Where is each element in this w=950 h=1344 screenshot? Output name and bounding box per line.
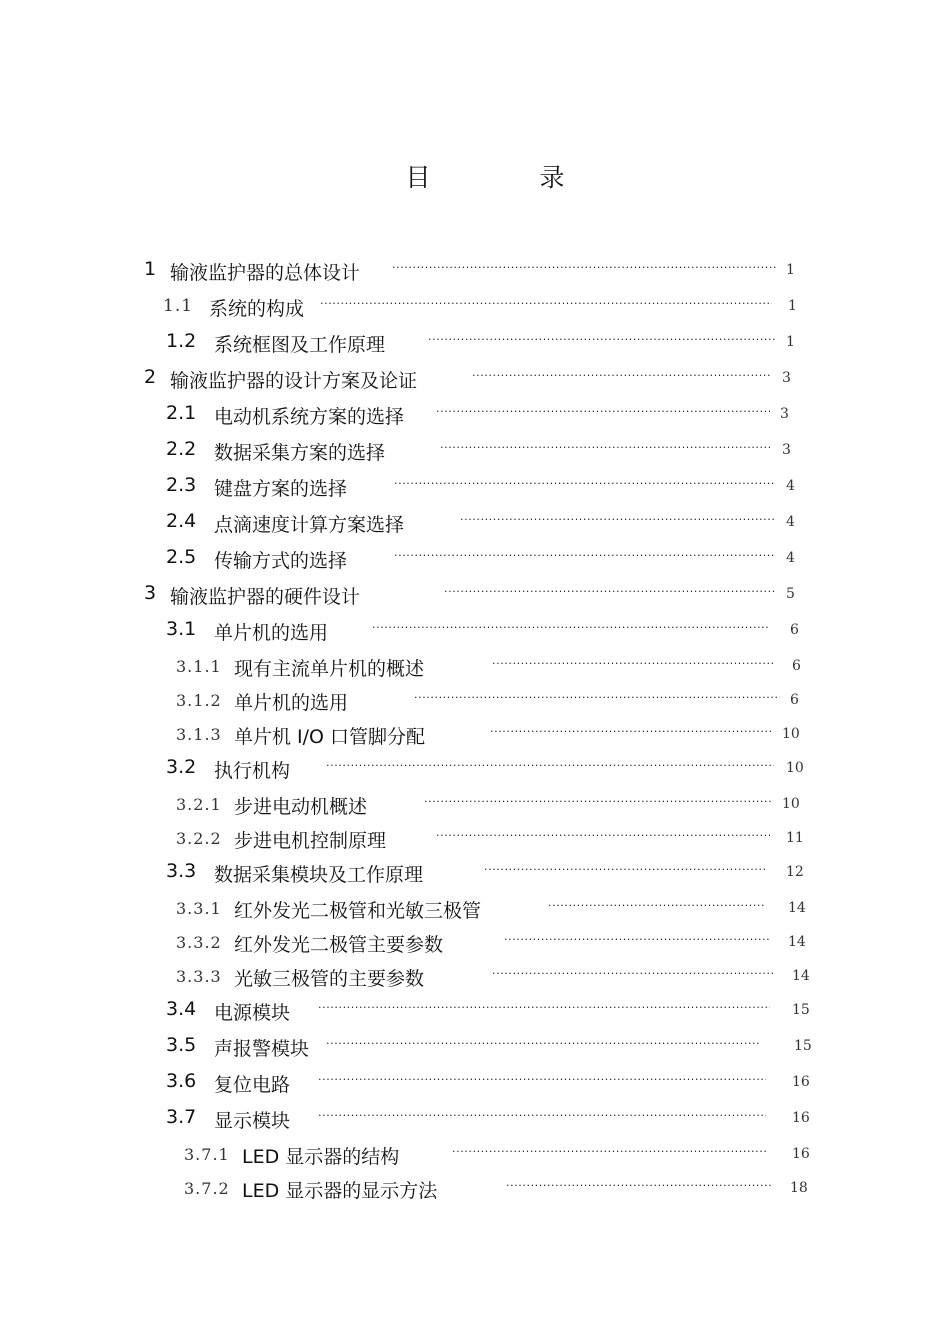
toc-entry-page: 14 bbox=[788, 900, 806, 916]
toc-entry-title: 键盘方案的选择 bbox=[214, 478, 348, 500]
toc-entry-title: 输液监护器的硬件设计 bbox=[170, 586, 361, 608]
toc-entry-number: 3.3.1 bbox=[176, 899, 222, 918]
toc-entry-title: 输液监护器的总体设计 bbox=[170, 262, 361, 284]
toc-entry[interactable] bbox=[0, 822, 950, 856]
toc-entry-title: LED 显示器的结构 bbox=[242, 1146, 400, 1168]
toc-entry-page: 6 bbox=[790, 622, 799, 638]
toc-entry[interactable] bbox=[0, 254, 950, 290]
toc-entry[interactable] bbox=[0, 926, 950, 960]
toc-entry-title: 传输方式的选择 bbox=[214, 550, 348, 572]
toc-entry-number: 3.2.1 bbox=[176, 795, 222, 814]
toc-entry-page: 10 bbox=[786, 760, 804, 776]
toc-entry-title: 电动机系统方案的选择 bbox=[214, 406, 405, 428]
toc-entry-number: 1.2 bbox=[166, 330, 197, 352]
toc-entry[interactable] bbox=[0, 470, 950, 506]
toc-entry-title: 输液监护器的设计方案及论证 bbox=[170, 370, 418, 392]
toc-entry-title: 红外发光二极管和光敏三极管 bbox=[234, 900, 482, 922]
toc-entry-title: 点滴速度计算方案选择 bbox=[214, 514, 405, 536]
toc-entry-number: 3.1.1 bbox=[176, 657, 222, 676]
toc-leader-dots bbox=[392, 264, 776, 272]
toc-leader-dots bbox=[548, 902, 764, 910]
toc-entry-page: 16 bbox=[792, 1110, 810, 1126]
toc-entry-title: 单片机 I/O 口管脚分配 bbox=[234, 726, 426, 748]
toc-leader-dots bbox=[326, 762, 774, 770]
toc-entry-number: 3.3.3 bbox=[176, 967, 222, 986]
toc-entry-title: 光敏三极管的主要参数 bbox=[234, 968, 425, 990]
toc-leader-dots bbox=[484, 866, 766, 874]
toc-entry[interactable] bbox=[0, 506, 950, 542]
toc-entry-number: 3.4 bbox=[166, 998, 197, 1020]
toc-leader-dots bbox=[394, 552, 776, 560]
toc-entry-number: 3.7 bbox=[166, 1106, 197, 1128]
toc-entry-title: 复位电路 bbox=[214, 1074, 291, 1096]
toc-entry-number: 3.5 bbox=[166, 1034, 197, 1056]
toc-entry[interactable] bbox=[0, 960, 950, 994]
toc-entry-page: 14 bbox=[788, 934, 806, 950]
toc-entry-page: 3 bbox=[780, 406, 789, 422]
toc-leader-dots bbox=[506, 1182, 772, 1190]
toc-leader-dots bbox=[436, 408, 770, 416]
toc-leader-dots bbox=[318, 1004, 770, 1012]
toc-entry-title: 执行机构 bbox=[214, 760, 291, 782]
toc-entry-page: 16 bbox=[792, 1146, 810, 1162]
toc-entry-title: 单片机的选用 bbox=[234, 692, 349, 714]
toc-entry-title: 数据采集方案的选择 bbox=[214, 442, 386, 464]
toc-entry-title: 步进电动机概述 bbox=[234, 796, 368, 818]
toc-leader-dots bbox=[492, 660, 774, 668]
toc-entry-page: 4 bbox=[786, 478, 795, 494]
toc-entry-title: 系统的构成 bbox=[209, 298, 305, 320]
toc-entry-page: 16 bbox=[792, 1074, 810, 1090]
toc-entry[interactable] bbox=[0, 1030, 950, 1066]
toc-entry[interactable] bbox=[0, 1138, 950, 1172]
toc-entry-title: 步进电机控制原理 bbox=[234, 830, 387, 852]
toc-entry-number: 2.3 bbox=[166, 474, 197, 496]
toc-entry-page: 1 bbox=[786, 262, 795, 278]
toc-entry-title: 数据采集模块及工作原理 bbox=[214, 864, 424, 886]
toc-entry-page: 11 bbox=[786, 830, 804, 846]
toc-entry[interactable] bbox=[0, 994, 950, 1030]
toc-leader-dots bbox=[440, 444, 770, 452]
toc-entry[interactable] bbox=[0, 650, 950, 684]
toc-entry-number: 2 bbox=[144, 366, 157, 388]
toc-entry[interactable] bbox=[0, 290, 950, 326]
toc-entry[interactable] bbox=[0, 718, 950, 752]
toc-entry-page: 1 bbox=[786, 334, 795, 350]
toc-entry-page: 6 bbox=[792, 658, 801, 674]
toc-leader-dots bbox=[318, 1076, 766, 1084]
toc-entry-page: 1 bbox=[788, 298, 797, 314]
toc-entry[interactable] bbox=[0, 326, 950, 362]
toc-entry-number: 1 bbox=[144, 258, 157, 280]
toc-entry[interactable] bbox=[0, 1066, 950, 1102]
toc-leader-dots bbox=[326, 1040, 760, 1048]
toc-entry-title: LED 显示器的显示方法 bbox=[242, 1180, 438, 1202]
toc-list bbox=[0, 254, 950, 1206]
toc-entry[interactable] bbox=[0, 788, 950, 822]
toc-entry-number: 2.2 bbox=[166, 438, 197, 460]
toc-entry-page: 15 bbox=[794, 1038, 812, 1054]
toc-entry[interactable] bbox=[0, 542, 950, 578]
toc-entry[interactable] bbox=[0, 684, 950, 718]
toc-entry[interactable] bbox=[0, 398, 950, 434]
toc-entry-number: 3.1.3 bbox=[176, 725, 222, 744]
toc-entry-page: 4 bbox=[786, 550, 795, 566]
toc-entry-page: 15 bbox=[792, 1002, 810, 1018]
toc-entry-title: 电源模块 bbox=[214, 1002, 291, 1024]
toc-entry-number: 3.1.2 bbox=[176, 691, 222, 710]
toc-leader-dots bbox=[452, 1148, 768, 1156]
toc-entry-page: 10 bbox=[782, 796, 800, 812]
toc-entry-number: 3.2 bbox=[166, 756, 197, 778]
toc-entry-number: 3.6 bbox=[166, 1070, 197, 1092]
toc-leader-dots bbox=[428, 336, 776, 344]
toc-entry-number: 3.1 bbox=[166, 618, 197, 640]
toc-leader-dots bbox=[318, 1112, 766, 1120]
toc-entry-title: 声报警模块 bbox=[214, 1038, 310, 1060]
toc-entry-page: 6 bbox=[790, 692, 799, 708]
toc-leader-dots bbox=[472, 372, 772, 380]
toc-leader-dots bbox=[394, 480, 776, 488]
toc-leader-dots bbox=[436, 832, 770, 840]
toc-entry-number: 1.1 bbox=[163, 296, 194, 316]
toc-title: 目 录 bbox=[405, 163, 607, 192]
toc-entry-title: 显示模块 bbox=[214, 1110, 291, 1132]
toc-leader-dots bbox=[490, 728, 772, 736]
toc-entry-number: 3.7.2 bbox=[184, 1179, 230, 1198]
toc-entry-title: 系统框图及工作原理 bbox=[214, 334, 386, 356]
toc-entry-number: 2.1 bbox=[166, 402, 197, 424]
toc-entry-title: 现有主流单片机的概述 bbox=[234, 658, 425, 680]
toc-entry-number: 3.7.1 bbox=[184, 1145, 230, 1164]
toc-entry[interactable] bbox=[0, 362, 950, 398]
toc-entry-page: 18 bbox=[790, 1180, 808, 1196]
toc-entry-number: 3.2.2 bbox=[176, 829, 222, 848]
toc-entry[interactable] bbox=[0, 856, 950, 892]
toc-entry-number: 3 bbox=[144, 582, 157, 604]
toc-entry-number: 2.4 bbox=[166, 510, 197, 532]
toc-entry-title: 红外发光二极管主要参数 bbox=[234, 934, 444, 956]
toc-entry-page: 12 bbox=[786, 864, 804, 880]
toc-entry-page: 14 bbox=[792, 968, 810, 984]
toc-entry-page: 3 bbox=[782, 370, 791, 386]
toc-leader-dots bbox=[460, 516, 776, 524]
toc-entry-page: 4 bbox=[786, 514, 795, 530]
toc-entry[interactable] bbox=[0, 752, 950, 788]
toc-entry[interactable] bbox=[0, 434, 950, 470]
toc-entry-number: 3.3 bbox=[166, 860, 197, 882]
toc-leader-dots bbox=[414, 694, 780, 702]
toc-leader-dots bbox=[492, 970, 774, 978]
toc-leader-dots bbox=[372, 624, 768, 632]
toc-leader-dots bbox=[444, 588, 776, 596]
toc-leader-dots bbox=[424, 798, 772, 806]
toc-leader-dots bbox=[320, 300, 772, 308]
toc-entry-page: 5 bbox=[786, 586, 795, 602]
toc-leader-dots bbox=[504, 936, 770, 944]
toc-entry[interactable] bbox=[0, 578, 950, 614]
toc-entry-page: 10 bbox=[782, 726, 800, 742]
toc-entry-title: 单片机的选用 bbox=[214, 622, 329, 644]
toc-entry[interactable] bbox=[0, 892, 950, 926]
toc-entry-number: 2.5 bbox=[166, 546, 197, 568]
toc-entry[interactable] bbox=[0, 1172, 950, 1206]
toc-entry-page: 3 bbox=[782, 442, 791, 458]
toc-entry[interactable] bbox=[0, 614, 950, 650]
toc-entry-number: 3.3.2 bbox=[176, 933, 222, 952]
toc-entry[interactable] bbox=[0, 1102, 950, 1138]
